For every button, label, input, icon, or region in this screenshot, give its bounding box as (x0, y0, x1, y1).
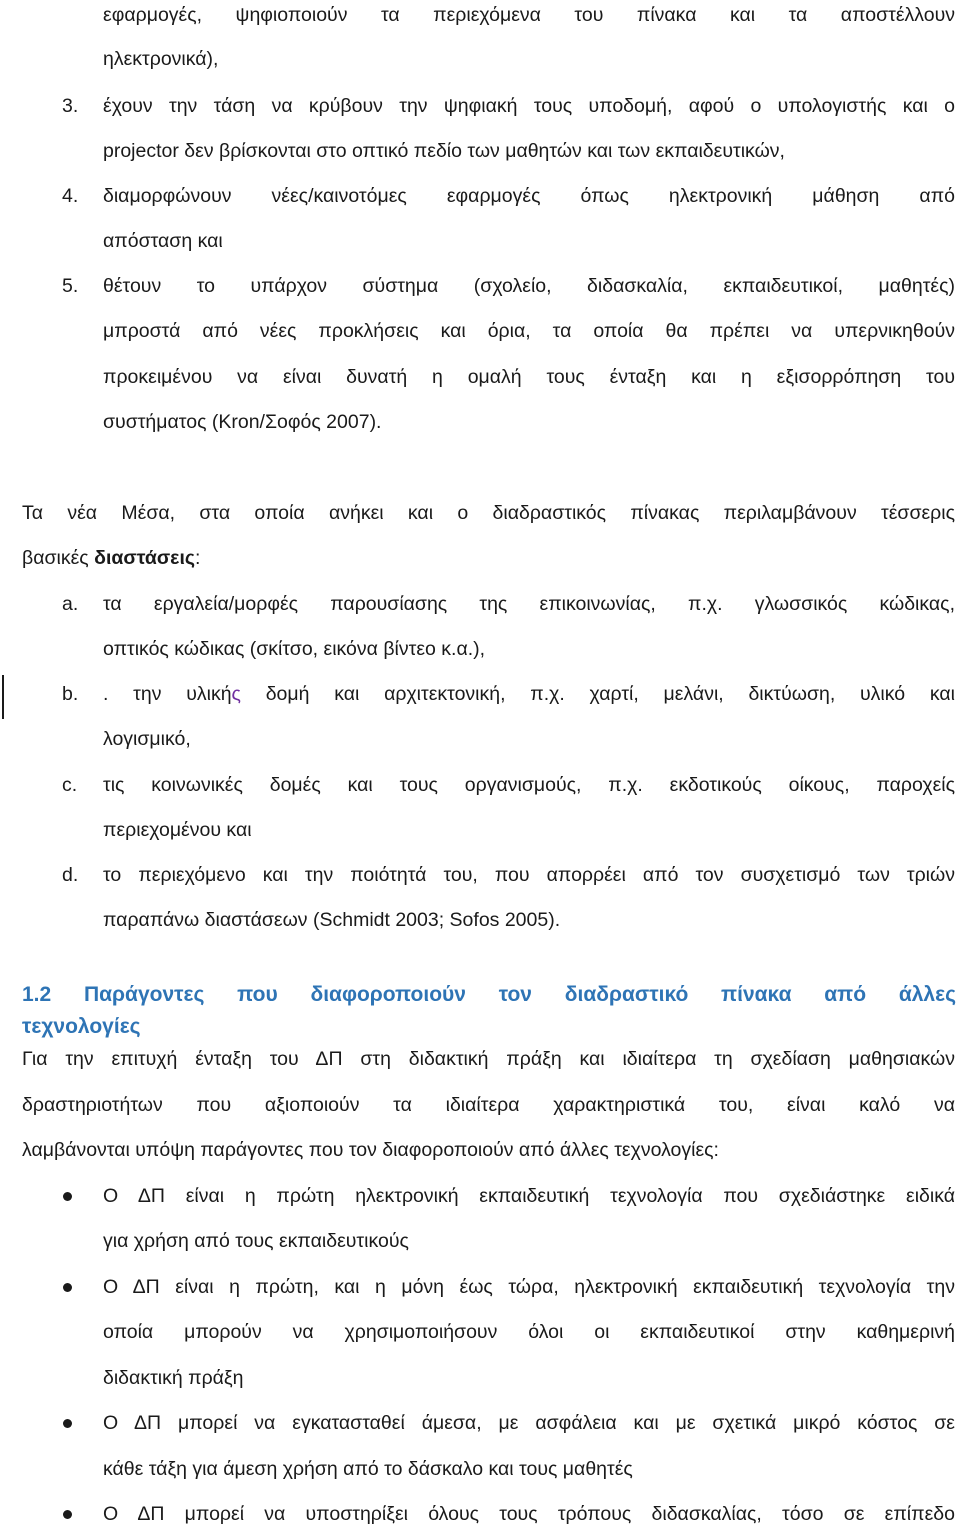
list-item-text: συστήματος (Kron/Σοφός 2007). (103, 411, 382, 433)
list-item-text: διαμορφώνουν νέες/καινοτόμες εφαρμογές όπως ηλεκτρονική μάθηση από (103, 185, 955, 207)
list-item-text: περιεχομένου και (103, 819, 252, 841)
paragraph-line: δραστηριοτήτων που αξιοποιούν τα ιδιαίτερα χαρακτηριστικά του, είναι καλό να (22, 1094, 955, 1116)
list-letter: a. (62, 593, 79, 615)
list-item-text: λογισμικό, (103, 728, 191, 750)
bullet-icon (63, 1419, 72, 1428)
bullet-item-text: κάθε τάξη για άμεση χρήση από το δάσκαλο και τους μαθητές (103, 1458, 633, 1480)
list-item-text: οπτικός κώδικας (σκίτσο, εικόνα βίντεο κ.α.), (103, 638, 486, 660)
paragraph-line: Για την επιτυχή ένταξη του ΔΠ στη διδακτική πράξη και ιδιαίτερα τη σχεδίαση μαθησιακών (22, 1048, 955, 1070)
bullet-item-text: διδακτική πράξη (103, 1367, 244, 1389)
bullet-icon (63, 1510, 72, 1519)
bullet-item-text: Ο ΔΠ είναι η πρώτη ηλεκτρονική εκπαιδευτική τεχνολογία που σχεδιάστηκε ειδικά (103, 1185, 955, 1207)
list-item-text: μπροστά από νέες προκλήσεις και όρια, τα οποία θα πρέπει να υπερνικηθούν (103, 320, 955, 342)
bullet-item-text: Ο ΔΠ μπορεί να εγκατασταθεί άμεσα, με ασφάλεια και με σχετικά μικρό κόστος σε (103, 1412, 955, 1434)
list-letter: b. (62, 683, 79, 705)
list-item-text: θέτουν το υπάρχον σύστημα (σχολείο, διδασκαλία, εκπαιδευτικοί, μαθητές) (103, 275, 955, 297)
bold-term: διαστάσεις (94, 547, 195, 569)
list-item-text-part: δομή και αρχιτεκτονική, π.χ. χαρτί, μελάνι, δικτύωση, υλικό και (240, 683, 955, 705)
bullet-item-text: Ο ΔΠ μπορεί να υποστηρίξει όλους τους τρόπους διδασκαλίας, τόσο σε επίπεδο (103, 1503, 955, 1525)
paragraph-text: : (195, 547, 201, 569)
list-item-text-part: . την υλική (103, 683, 232, 705)
list-item-text: projector δεν βρίσκονται στο οπτικό πεδίο των μαθητών και των εκπαιδευτικών, (103, 140, 785, 162)
bullet-item-text: Ο ΔΠ είναι η πρώτη, και η μόνη έως τώρα, ηλεκτρονική εκπαιδευτική τεχνολογία την (103, 1276, 955, 1298)
list-item-text: παραπάνω διαστάσεων (Schmidt 2003; Sofos 2005). (103, 909, 561, 931)
list-item-text (103, 681, 955, 707)
list-item-text: το περιεχόμενο και την ποιότητά του, που απορρέει από τον συσχετισμό των τριών (103, 864, 955, 886)
list-item-text: προκειμένου να είναι δυνατή η ομαλή τους ένταξη και η εξισορρόπηση του (103, 366, 955, 388)
section-heading-continuation: τεχνολογίες (22, 1015, 141, 1038)
list-item-continuation: ηλεκτρονικά), (103, 48, 219, 70)
list-item-continuation: εφαρμογές, ψηφιοποιούν τα περιεχόμενα του πίνακα και τα αποστέλλουν (103, 4, 955, 26)
bullet-icon (63, 1283, 72, 1292)
paragraph-text: βασικές (22, 547, 95, 569)
paragraph-line: λαμβάνονται υπόψη παράγοντες που τον διαφοροποιούν από άλλες τεχνολογίες: (22, 1139, 719, 1161)
list-number: 4. (62, 185, 79, 207)
bullet-item-text: για χρήση από τους εκπαιδευτικούς (103, 1230, 409, 1252)
paragraph-line: Τα νέα Μέσα, στα οποία ανήκει και ο διαδραστικός πίνακας περιλαμβάνουν τέσσερις (22, 502, 955, 524)
list-number: 3. (62, 95, 79, 117)
tracked-change-mark: ς (231, 683, 241, 705)
list-item-text: τα εργαλεία/μορφές παρουσίασης της επικοινωνίας, π.χ. γλωσσικός κώδικας, (103, 593, 955, 615)
list-letter: d. (62, 864, 79, 886)
list-number: 5. (62, 275, 79, 297)
bullet-icon (63, 1192, 72, 1201)
section-heading: 1.2 Παράγοντες που διαφοροποιούν τον διαδραστικό πίνακα από άλλες (22, 983, 956, 1006)
list-item-text: απόσταση και (103, 230, 223, 252)
bullet-item-text: οποία μπορούν να χρησιμοποιήσουν όλοι οι εκπαιδευτικοί στην καθημερινή (103, 1321, 955, 1343)
list-letter: c. (62, 774, 78, 796)
revision-change-bar (2, 675, 4, 719)
list-item-text: έχουν την τάση να κρύβουν την ψηφιακή τους υποδομή, αφού ο υπολογιστής και ο (103, 95, 955, 117)
paragraph-line (22, 545, 200, 571)
list-item-text: τις κοινωνικές δομές και τους οργανισμούς, π.χ. εκδοτικούς οίκους, παροχείς (103, 774, 955, 796)
